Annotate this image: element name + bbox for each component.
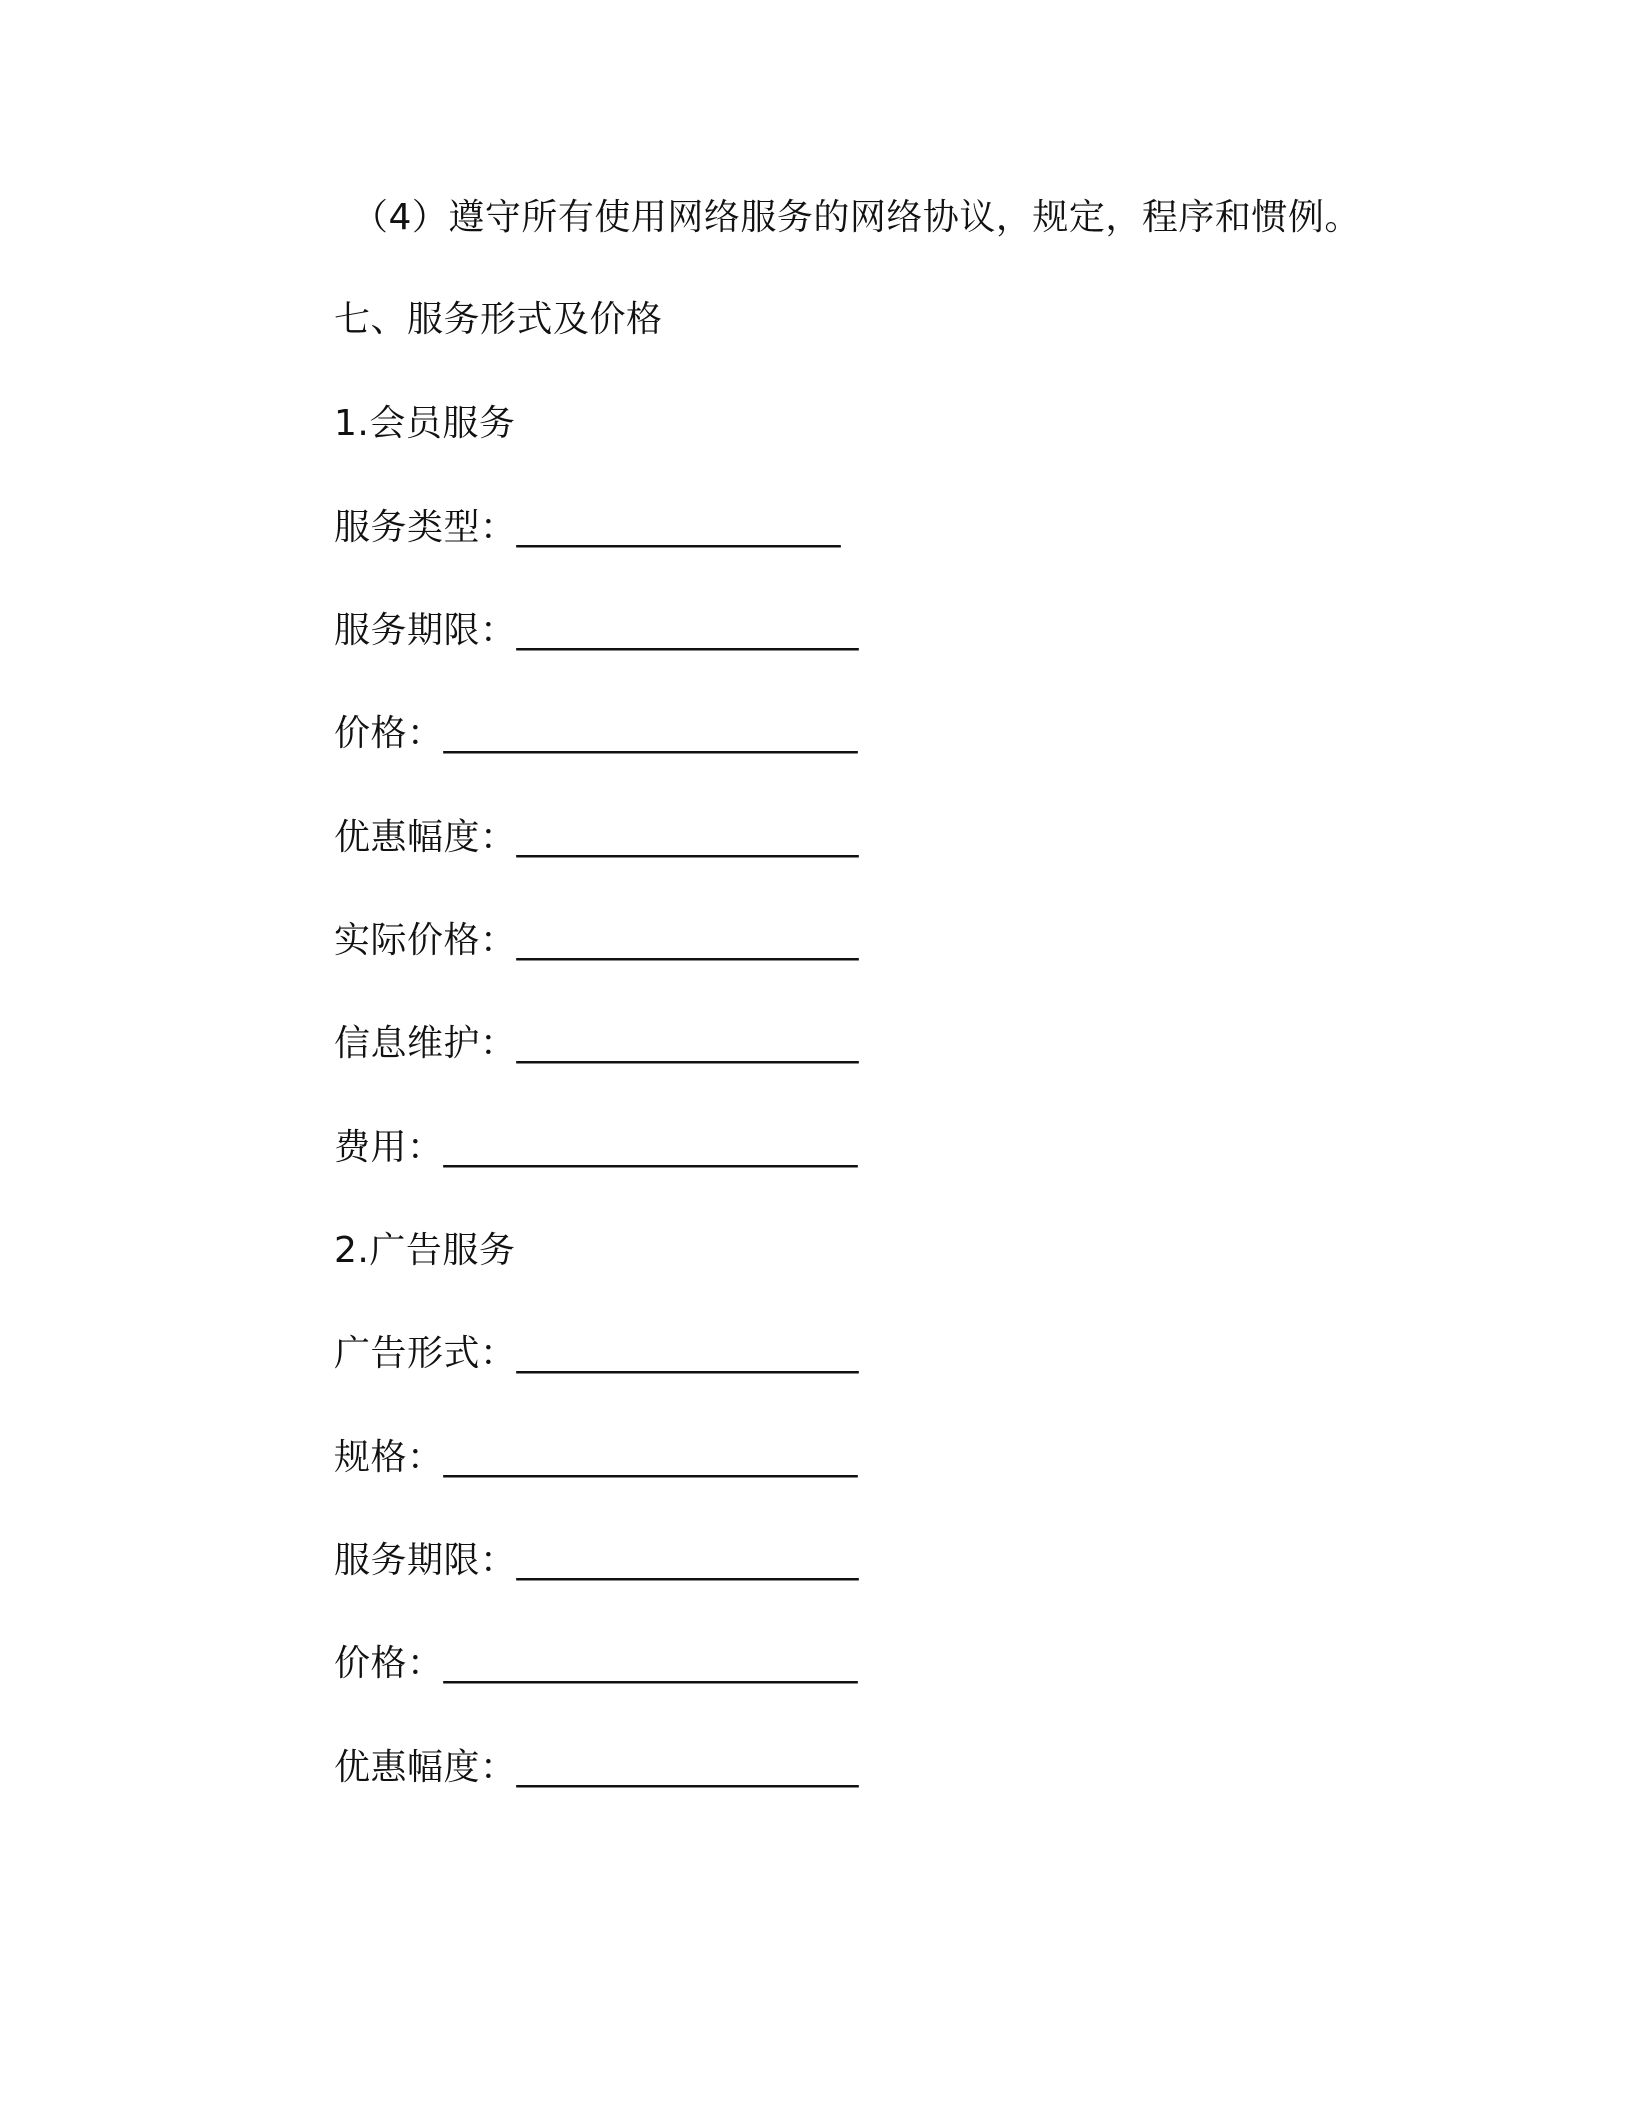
field-info-maintenance [334,1020,859,1068]
fill-in-blank: ___________________ [516,1747,859,1788]
fill-in-blank: _______________________ [443,1437,858,1478]
subsection-2-heading: 2.广告服务 [334,1230,516,1271]
field-label: 价格： [334,713,444,754]
field-ad-format [334,1330,859,1378]
field-label: 服务期限： [334,1540,517,1581]
fill-in-blank: __________________ [516,507,841,548]
item-4-paragraph: （4）遵守所有使用网络服务的网络协议，规定，程序和惯例。 [352,197,1361,238]
field-label: 优惠幅度： [334,1747,517,1788]
field-service-type [334,504,841,552]
section-7-heading: 七、服务形式及价格 [334,299,663,340]
field-label: 优惠幅度： [334,817,517,858]
field-label: 服务期限： [334,610,517,651]
subsection-1-heading: 1.会员服务 [334,403,516,444]
fill-in-blank: ___________________ [516,817,859,858]
field-ad-discount [334,1744,859,1792]
fill-in-blank: _______________________ [443,1127,858,1168]
field-ad-service-term [334,1537,859,1585]
fill-in-blank: ___________________ [516,1333,859,1374]
field-label: 价格： [334,1643,444,1684]
field-ad-specification [334,1434,858,1482]
fill-in-blank: _______________________ [443,713,858,754]
fill-in-blank: ___________________ [516,1023,859,1064]
field-label: 信息维护： [334,1023,517,1064]
field-label: 规格： [334,1437,444,1478]
field-ad-price [334,1640,858,1688]
fill-in-blank: ___________________ [516,610,859,651]
fill-in-blank: ___________________ [516,920,859,961]
fill-in-blank: ___________________ [516,1540,859,1581]
field-price [334,710,858,758]
field-discount [334,814,859,862]
field-label: 实际价格： [334,920,517,961]
field-service-term [334,607,859,655]
field-label: 广告形式： [334,1333,517,1374]
field-label: 费用： [334,1127,444,1168]
field-actual-price [334,917,859,965]
field-label: 服务类型： [334,507,517,548]
field-fee [334,1124,858,1172]
fill-in-blank: _______________________ [443,1643,858,1684]
